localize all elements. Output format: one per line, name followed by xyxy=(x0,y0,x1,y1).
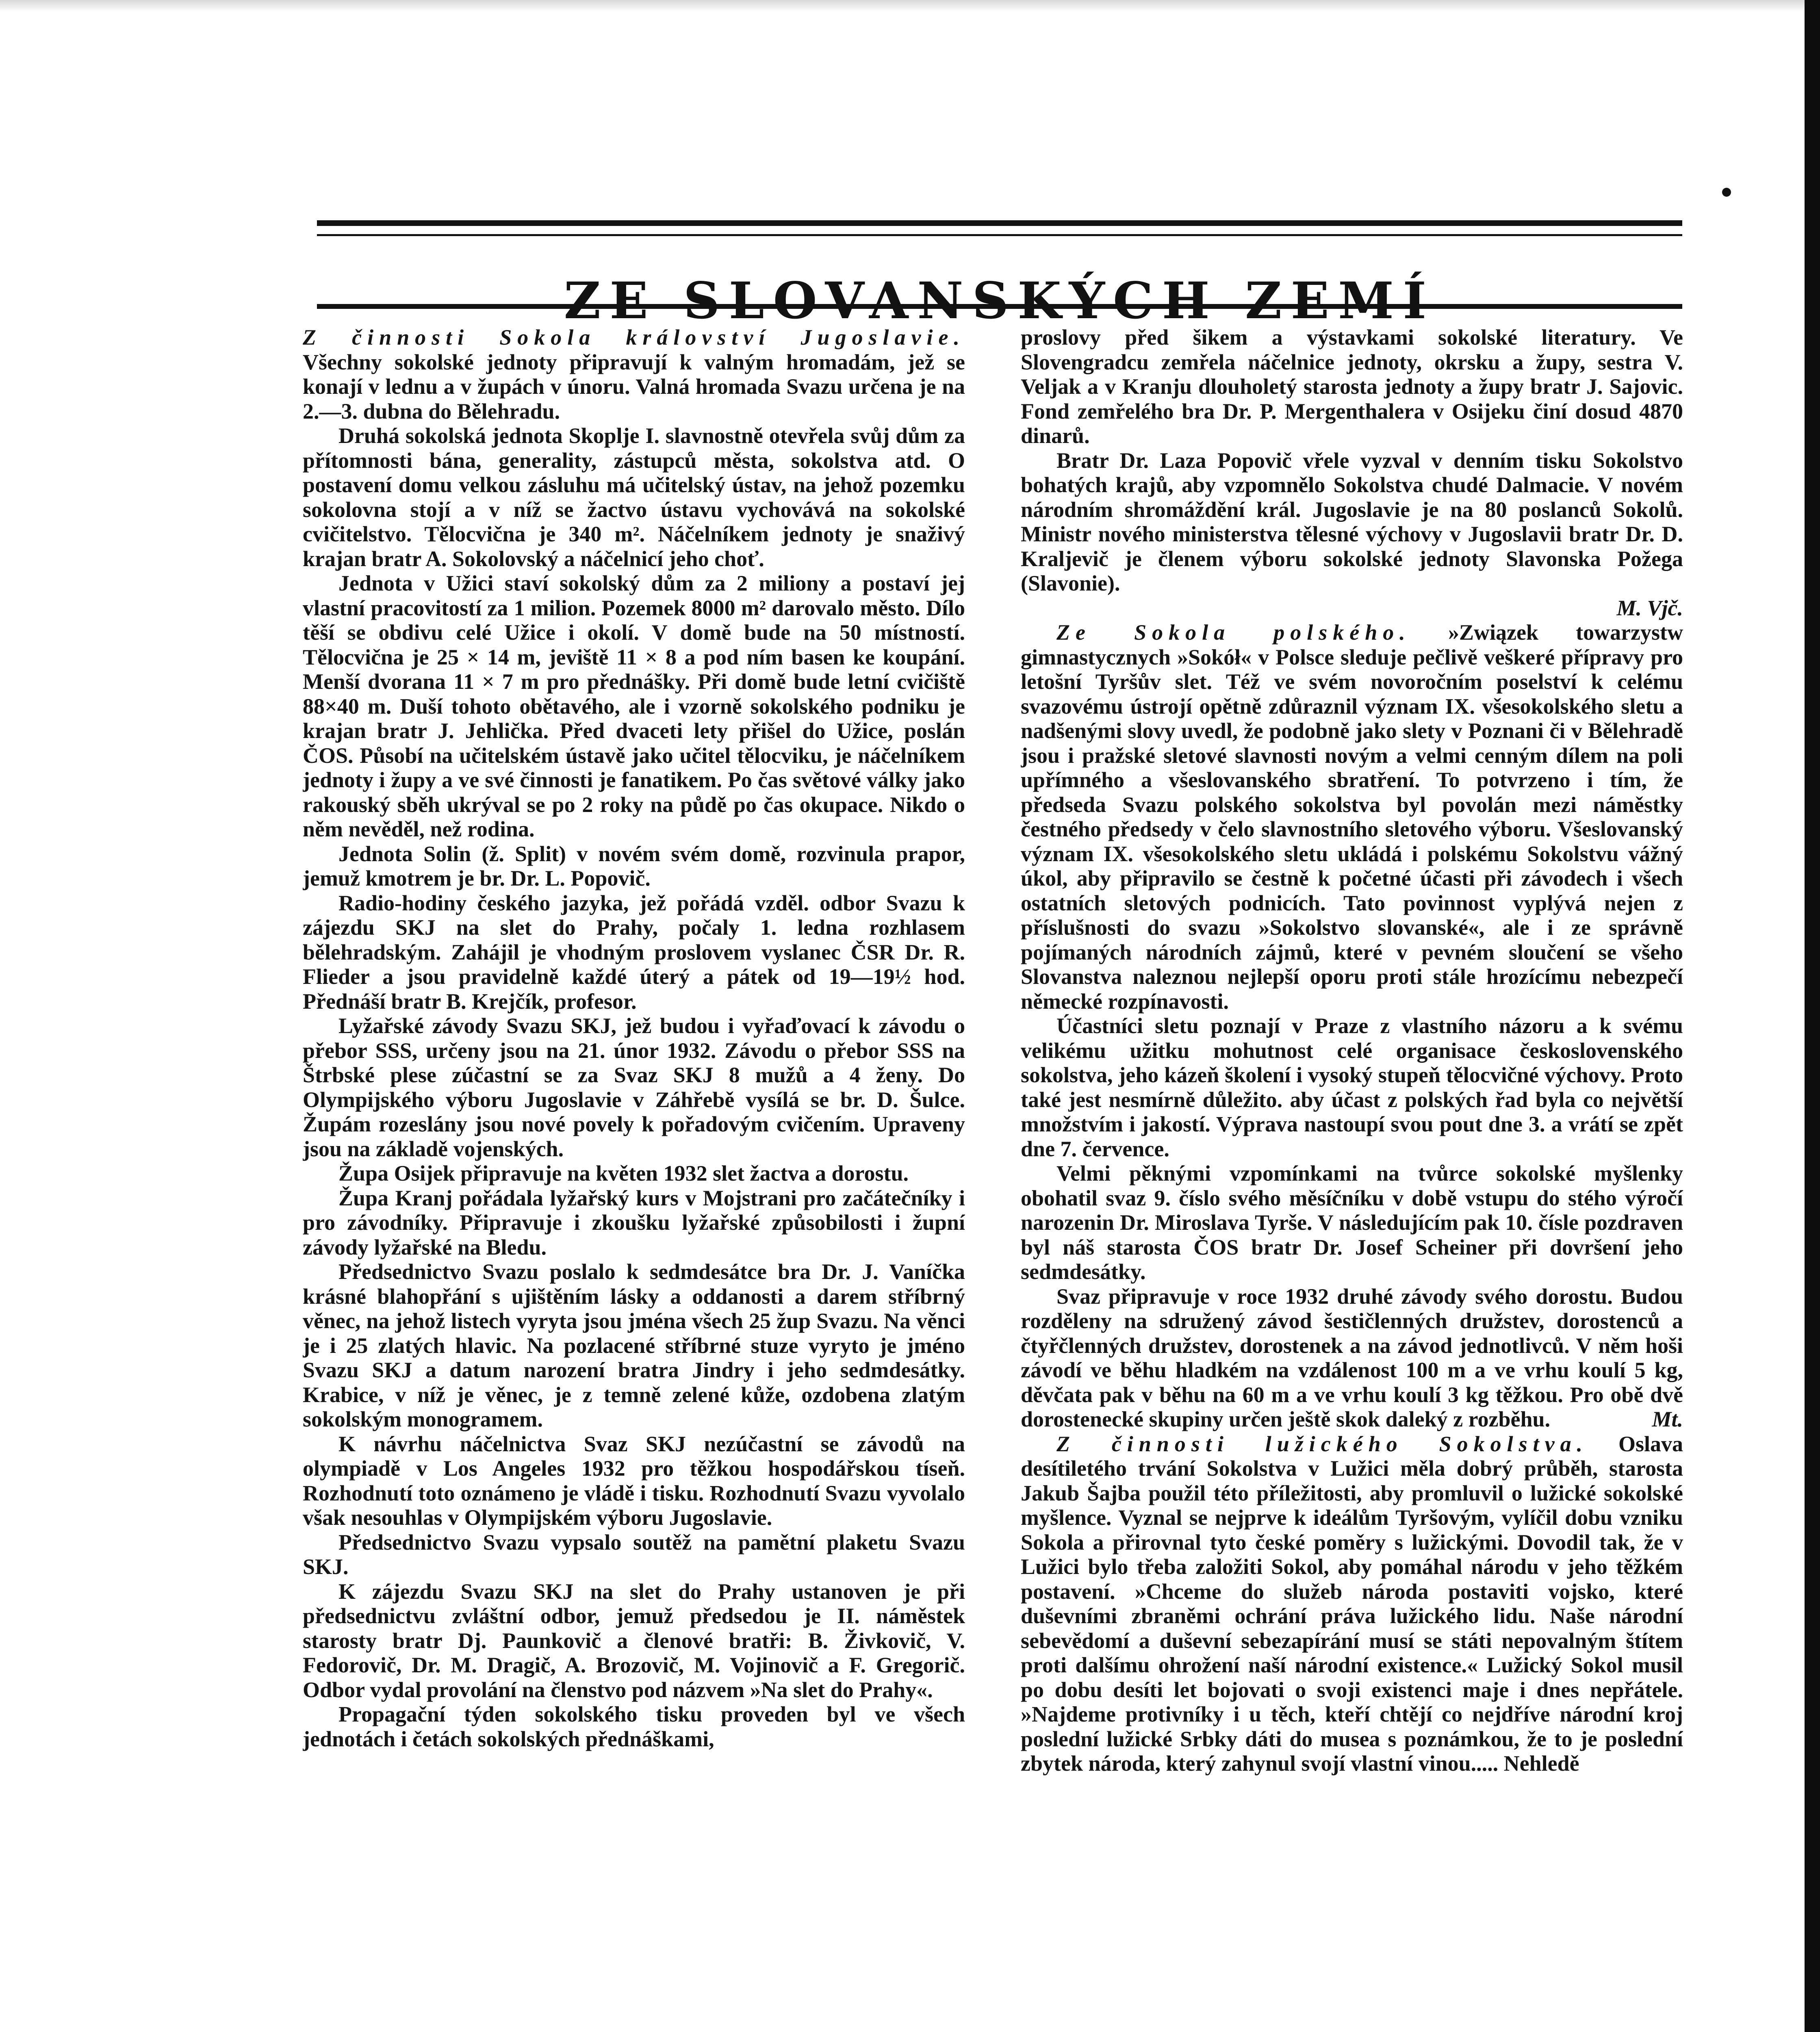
ornament-dot xyxy=(1722,188,1731,197)
paragraph: Velmi pěknými vzpomínkami na tvůrce sokolské myšlenky obohatil svaz 9. číslo svého měsíčníku v době vstupu do stého výročí narozenin Dr. Miroslava Tyrše. V následujícím pak 10. čísle pozdraven byl náš starosta ČOS bratr Dr. Josef Scheiner při dovršení jeho sedmdesátky. xyxy=(1021,1161,1683,1284)
paragraph: Jednota Solin (ž. Split) v novém svém domě, rozvinula prapor, jemuž kmotrem je br. Dr. L. Popovič. xyxy=(303,841,965,890)
paragraph: K zájezdu Svazu SKJ na slet do Prahy ustanoven je při předsednictvu zvláštní odbor, jemuž předsedou je II. náměstek starosty bratr Dj. Paunkovič a členové bratři: B. Živkovič, V. Fedorovič, Dr. M. Dragič, A. Brozovič, M. Vojinovič a F. Gregorič. Odbor vydal provolání na členstvo pod názvem »Na slet do Prahy«. xyxy=(303,1579,965,1702)
paragraph xyxy=(1021,620,1683,1014)
author-signature: Mt. xyxy=(1652,1407,1683,1431)
section-lead: Ze Sokola polského. xyxy=(1056,620,1411,645)
paragraph-text: Všechny sokolské jednoty připravují k valným hromadám, jež se konají v lednu a v župách v únoru. Valná hromada Svazu určena je na 2.—3. dubna do Bělehradu. xyxy=(303,350,965,423)
paragraph: Radio-hodiny českého jazyka, jež pořádá vzděl. odbor Svazu k zájezdu SKJ na slet do Prahy, počaly 1. ledna rozhlasem bělehradským. Zahájil je vhodným proslovem vyslanec ČSR Dr. R. Flieder a jsou pravidelně každé úterý a pátek od 19—19½ hod. Přednáší bratr B. Krejčík, profesor. xyxy=(303,890,965,1014)
paragraph-text: Svaz připravuje v roce 1932 druhé závody svého dorostu. Budou rozděleny na sdružený závod šestičlenných družstev, dorostenců a čtyřčlenných družstev, dorostenek a na závod jednotlivců. V něm hoši závodí ve běhu hladkém na vzdálenost 100 m a ve vrhu koulí 5 kg, děvčata pak v běhu na 60 m a ve vrhu koulí 3 kg těžkou. Pro obě dvě dorostenecké skupiny určen ještě skok daleký z rozběhu. xyxy=(1021,1284,1683,1431)
paragraph: Lyžařské závody Svazu SKJ, jež budou i vyřaďovací k závodu o přebor SSS, určeny jsou na 21. únor 1932. Závodu o přebor SSS na Štrbské plese zúčastní se za Svaz SKJ 8 mužů a 4 ženy. Do Olympijského výboru Jugoslavie v Záhřebě vysílá se br. D. Šulce. Župám rozeslány jsou nové povely k pořadovým cvičením. Upraveny jsou na základě vojenských. xyxy=(303,1014,965,1161)
section-lead: Z činnosti lužického Sokolstva. xyxy=(1056,1431,1588,1456)
paragraph: Účastníci sletu poznají v Praze z vlastního názoru a k svému velikému užitku mohutnost celé organisace československého sokolstva, jeho kázeň školení i vysoký stupeň tělocvičné výchovy. Proto také jest nesmírně důležito. aby účast z polských řad byla co největší množstvím i jakostí. Výprava nastoupí svou pout dne 3. a vrátí se zpět dne 7. července. xyxy=(1021,1014,1683,1161)
header-rule-bottom xyxy=(317,304,1682,309)
paragraph: Druhá sokolská jednota Skoplje I. slavnostně otevřela svůj dům za přítomnosti bána, generality, zástupců města, sokolstva atd. O postavení domu velkou zásluhu má učitelský ústav, na jehož pozemku sokolovna stojí a v níž se žactvo ústavu vychovává na sokolské cvičitelstvo. Tělocvična je 340 m². Náčelníkem jednoty je snaživý krajan bratr A. Sokolovský a náčelnicí jeho choť. xyxy=(303,423,965,571)
paragraph: Propagační týden sokolského tisku proveden byl ve všech jednotách i četách sokolských přednáškami, xyxy=(303,1702,965,1751)
paragraph xyxy=(1021,1284,1683,1432)
page-top-shadow xyxy=(0,0,1805,11)
paragraph: Předsednictvo Svazu poslalo k sedmdesátce bra Dr. J. Vaníčka krásné blahopřání s ujištěním lásky a oddanosti a darem stříbrný věnec, na jehož listech vyryta jsou jména všech 25 žup Svazu. Na věnci je i 25 zlatých hlavic. Na pozlacené stříbrné stuze vyryto je jméno Svazu SKJ a datum narození bratra Jindry i jeho sedmdesátky. Krabice, v níž je věnec, je z temně zelené kůže, ozdobena zlatým sokolským monogramem. xyxy=(303,1259,965,1431)
page-title: ZE SLOVANSKÝCH ZEMÍ xyxy=(564,271,1436,331)
paragraph xyxy=(1021,1432,1683,1776)
header-rule-top xyxy=(317,220,1682,236)
paragraph: Jednota v Užici staví sokolský dům za 2 miliony a postaví jej vlastní pracovitostí za 1 milion. Pozemek 8000 m² darovalo město. Dílo těší se obdivu celé Užice i okolí. V domě bude na 50 místností. Tělocvična je 25 × 14 m, jeviště 11 × 8 a pod ním basen ke koupání. Menší dvorana 11 × 7 m pro přednášky. Při domě bude letní cvičiště 88×40 m. Duší tohoto obětavého, ale i vzorně sokolského podniku je krajan bratr J. Jehlička. Před dvaceti lety přišel do Užice, poslán ČOS. Působí na učitelském ústavě jako učitel tělocviku, je náčelníkem jednoty i župy a ve své činnosti je fanatikem. Po čas světové války jako rakouský sběh ukrýval se po 2 roky na půdě po čas okupace. Nikdo o něm nevěděl, než rodina. xyxy=(303,571,965,841)
paragraph-text: »Związek towarzystw gimnastycznych »Sokół« v Polsce sleduje pečlivě veškeré přípravy pro letošní Tyršův slet. Též ve svém novoročním poselství k celému svazovému ústrojí opětně zdůraznil význam IX. všesokolského sletu a nadšenými slovy uvedl, že podobně jako slety v Poznani či v Bělehradě jsou i pražské sletové slavnosti novým a velmi cenným dílem na poli upřímného a všeslovanského sbratření. To potvrzeno i tím, že předseda Svazu polského sokolstva byl povolán mezi náměstky čestného předsedy v čelo slavnostního sletového výboru. Všeslovanský význam IX. všesokolského sletu ukládá i polskému Sokolstvu vážný úkol, aby připravilo se čestně k početné účasti při závodech i všech ostatních sletových podnicích. Tato povinnost vyplývá nejen z příslušnosti do svazu »Sokolstvo slovanské«, ale i ze správně pojímaných národních zájmů, které v pevném sloučení se všeho Slovanstva naleznou nejlepší oporu proti stále hrozícímu nebezpečí německé rozpínavosti. xyxy=(1021,620,1683,1014)
paragraph xyxy=(303,325,965,423)
paragraph: K návrhu náčelnictva Svaz SKJ nezúčastní se závodů na olympiadě v Los Angeles 1932 pro těžkou hospodářskou tíseň. Rozhodnutí toto oznámeno je vládě i tisku. Rozhodnutí Svazu vyvolalo však nesouhlas v Olympijském výboru Jugoslavie. xyxy=(303,1431,965,1530)
paragraph: Předsednictvo Svazu vypsalo soutěž na pamětní plaketu Svazu SKJ. xyxy=(303,1530,965,1579)
paragraph-text: Bratr Dr. Laza Popovič vřele vyzval v denním tisku Sokolstvo bohatých krajů, aby vzpomnělo Sokolstva chudé Dalmacie. V novém národním shromáždění král. Jugoslavie je na 80 poslanců Sokolů. Ministr nového ministerstva tělesné výchovy v Jugoslavii bratr Dr. D. Kraljevič je členem výboru sokolské jednoty Slavonska Požega (Slavonie). xyxy=(1021,448,1683,595)
section-lead: Z činnosti Sokola království Jugoslavie. xyxy=(303,325,965,350)
paragraph: proslovy před šikem a výstavkami sokolské literatury. Ve Slovengradcu zemřela náčelnice jednoty, okrsku a župy, sestra V. Veljak a v Kranju dlouholetý starosta jednoty a župy bratr J. Sajovic. Fond zemřelého bra Dr. P. Mergenthalera v Osijeku činí dosud 4870 dinarů. xyxy=(1021,325,1683,448)
right-column xyxy=(1021,325,1683,2032)
left-column xyxy=(303,325,965,2032)
paragraph xyxy=(1021,448,1683,621)
paragraph: Župa Kranj pořádala lyžařský kurs v Mojstrani pro začátečníky i pro závodníky. Připravuje i zkoušku lyžařské způsobilosti i župní závody lyžařské na Bledu. xyxy=(303,1185,965,1259)
paragraph: Župa Osijek připravuje na květen 1932 slet žactva a dorostu. xyxy=(338,1161,909,1185)
scan-border-right xyxy=(1805,0,1820,2032)
author-signature: M. Vjč. xyxy=(1616,595,1683,620)
paragraph-text: Oslava desítiletého trvání Sokolstva v Lužici měla dobrý průběh, starosta Jakub Šajba použil této příležitosti, aby promluvil o lužické sokolské myšlence. Vyznal se nejprve k ideálům Tyršovým, vylíčil dobu vzniku Sokola a přirovnal tyto české poměry s lužickými. Dovodil tak, že v Lužici bylo třeba založiti Sokol, aby pomáhal národu v jeho těžkém postavení. »Chceme do služeb národa postaviti vojsko, které duševními zbraněmi ochrání práva lužického lidu. Naše národní sebevědomí a duševní sebezapírání musí se státi nepovalným štítem proti dalšímu ohrožení naší národní existence.« Lužický Sokol musil po dobu desíti let bojovati o svoji existenci maje i dnes nepřátele. »Najdeme protivníky i u těch, kteří chtějí co nejdříve národní kroj poslední lužické Srbky dáti do musea s poznámkou, že to je poslední zbytek národa, který zahynul svojí vlastní vinou..... Nehledě xyxy=(1021,1431,1683,1776)
